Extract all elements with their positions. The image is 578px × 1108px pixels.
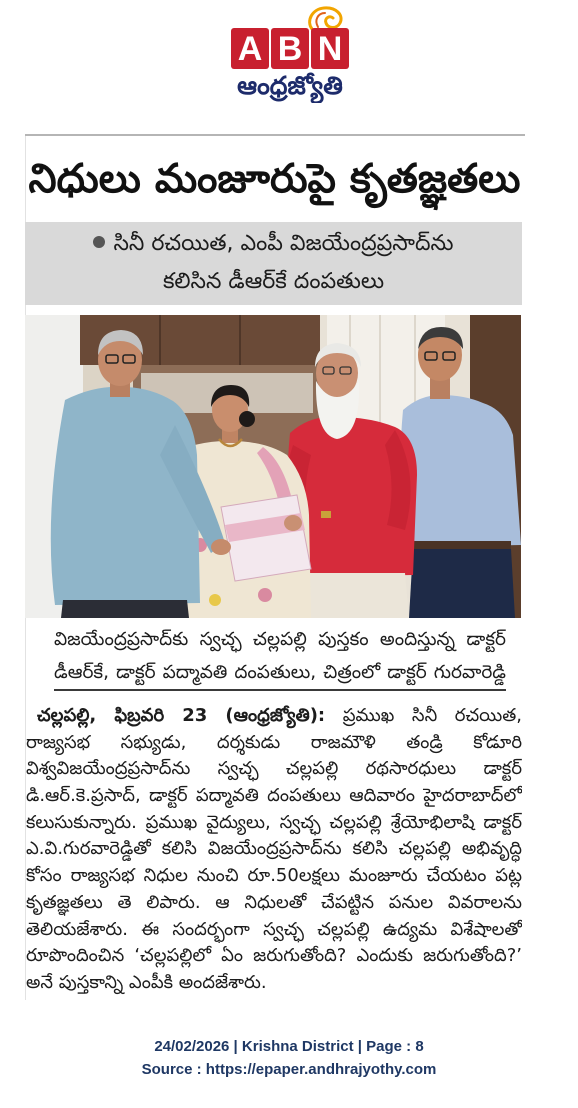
hand (284, 515, 302, 531)
body-line-text: ప్రముఖ సినీ రచయిత, (342, 705, 522, 726)
body-line: విశ్వవిజయేంద్రప్రసాద్‌ను స్వచ్ఛ చల్లపల్లి రథసారధులు డాక్టర్ (26, 758, 522, 780)
saree-flower (209, 594, 221, 606)
logo-letter-n: N (311, 28, 349, 69)
article-body (26, 703, 522, 1001)
subheadline-text: సినీ రచయిత, ఎంపీ విజయేంద్రప్రసాద్‌ను (113, 231, 454, 256)
saree-flower (258, 588, 272, 602)
abn-logo (231, 28, 349, 69)
caption-line: విజయేంద్రప్రసాద్‌కు స్వచ్ఛ చల్లపల్లి పుస్తకం అందిస్తున్న డాక్టర్ (54, 629, 506, 650)
book (221, 495, 311, 581)
body-line: రాజ్యసభ సభ్యుడు, దర్శకుడు రాజమౌళి తండ్రి కోడూరి (26, 731, 522, 753)
body-line: డి.ఆర్.కె.ప్రసాద్, డాక్టర్ పద్మావతి దంపతులు ఆదివారం హైదరాబాద్‌లో (26, 785, 522, 807)
subheadline-box (25, 222, 522, 305)
subheadline-line: కలిసిన డీఆర్‌కే దంపతులు (162, 269, 385, 294)
flame-inner-swirl (316, 13, 325, 27)
body-line: ఎ.వి.గురవారెడ్డితో కలిసి విజయేంద్రప్రసాద్‌ను కలిసి చల్లపల్లి అభివృద్ధి (26, 838, 522, 860)
edition-info: 24/02/2026 | Krishna District | Page : 8 (154, 1038, 424, 1055)
masthead (0, 0, 578, 122)
dateline: చల్లపల్లి, ఫిబ్రవరి 23 (ఆంధ్రజ్యోతి): (37, 705, 326, 726)
body-line: అనే పుస్తకాన్ని ఎంపీకి అందజేశారు. (26, 971, 267, 993)
logo-letter-a: A (231, 28, 269, 69)
watch (321, 511, 331, 518)
photo-caption (54, 623, 506, 691)
flame-outer-swirl (310, 8, 341, 29)
body-line: కృతజ్ఞతలు తె లిపారు. ఆ నిధులతో చేపట్టిన పనుల వివరాలను (26, 891, 522, 913)
body-line (26, 703, 522, 730)
body-line: కలుసుకున్నారు. ప్రముఖ వైద్యులు, స్వచ్ఛ చల్లపల్లి శ్రేయోభిలాషి డాక్టర్ (26, 811, 522, 833)
body-line: తెలియజేశారు. ఈ సందర్భంగా స్వచ్ఛ చల్లపల్లి ఉద్యమ విశేషాలతో (26, 918, 522, 940)
shirt (400, 395, 521, 547)
top-divider (25, 134, 525, 136)
news-photo (25, 315, 521, 618)
trousers (61, 600, 189, 618)
subheadline-line (31, 226, 516, 262)
hair-bun (239, 411, 255, 427)
trousers (409, 549, 515, 618)
logo-subtitle: ఆంధ్రజ్యోతి (237, 71, 343, 100)
trousers (297, 573, 409, 618)
body-line: రూపొందించిన ‘చల్లపల్లిలో ఏం జరుగుతోంది? ఎందుకు జరుగుతోంది?’ (26, 945, 522, 967)
headline: నిధులు మంజూరుపై కృతజ్ఞతలు (28, 156, 521, 202)
shirt (51, 387, 200, 605)
caption-line: డీఆర్‌కే, డాక్టర్ పద్మావతి దంపతులు, చిత్రంలో డాక్టర్ గురవారెడ్డి (54, 662, 506, 683)
logo-letter-b: B (271, 28, 309, 69)
body-line: కోసం రాజ్యసభ నిధుల నుంచి రూ.50లక్షలు మంజూరు చేయటం పట్ల (26, 865, 522, 887)
hand (211, 539, 231, 555)
belt (411, 541, 511, 549)
bullet-icon (93, 236, 105, 248)
source-url: Source : https://epaper.andhrajyothy.com (141, 1061, 437, 1078)
